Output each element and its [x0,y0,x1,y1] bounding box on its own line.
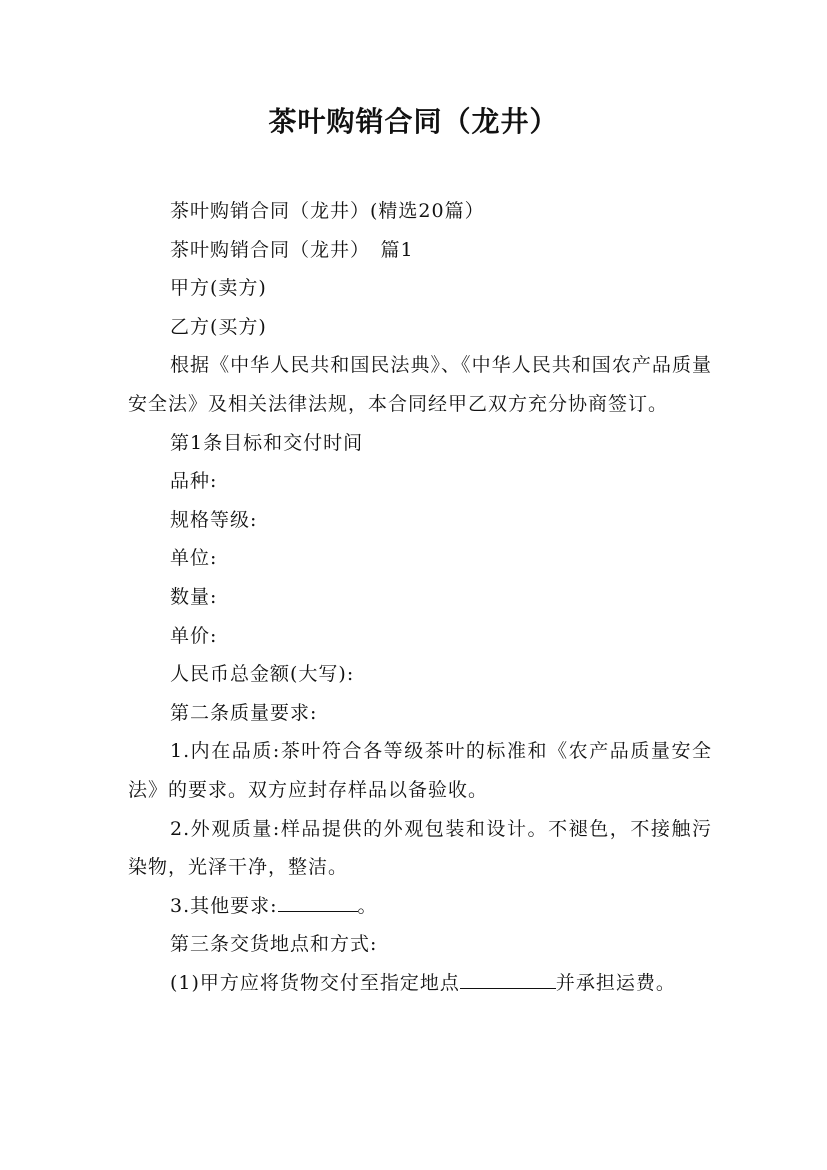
paragraph-delivery [128,964,712,1003]
delivery-text-before: (1)甲方应将货物交付至指定地点 [170,971,460,994]
field-grade: 规格等级: [170,508,258,531]
fill-in-blank [278,892,358,912]
paragraph-subtitle: 茶叶购销合同（龙井）(精选20篇） [170,200,485,222]
field-total-amount: 人民币总金额(大写): [170,663,355,686]
fill-in-blank [460,969,556,989]
field-variety: 品种: [170,470,218,493]
field-unit: 单位: [170,547,218,570]
field-unit-price: 单价: [170,624,218,647]
paragraph-intrinsic-quality: 1.内在品质:茶叶符合各等级茶叶的标准和《农产品质量安全法》的要求。双方应封存样品以备验收。 [128,740,712,801]
paragraph-party-a: 甲方(卖方) [170,277,267,300]
paragraph-clause-1: 第1条目标和交付时间 [170,431,364,454]
document-title: 茶叶购销合同（龙井） [268,105,559,138]
paragraph-clause-3: 第三条交货地点和方式: [170,933,378,956]
other-req-label: 3.其他要求: [170,894,278,917]
field-quantity: 数量: [170,585,218,608]
paragraph-clause-2: 第二条质量要求: [170,701,318,724]
paragraph-section-heading: 茶叶购销合同（龙井） 篇1 [170,238,414,261]
paragraph-appearance-quality: 2.外观质量:样品提供的外观包装和设计。不褪色，不接触污染物，光泽干净，整洁。 [128,817,712,879]
paragraph-preamble: 根据《中华人民共和国民法典》、《中华人民共和国农产品质量安全法》及相关法律法规，本合同经甲乙双方充分协商签订。 [128,354,712,415]
delivery-text-after: 并承担运费。 [555,971,676,994]
document-body [128,192,712,1002]
other-req-tail: 。 [357,894,378,917]
paragraph-party-b: 乙方(买方) [170,315,267,338]
paragraph-other-requirements [128,887,712,926]
